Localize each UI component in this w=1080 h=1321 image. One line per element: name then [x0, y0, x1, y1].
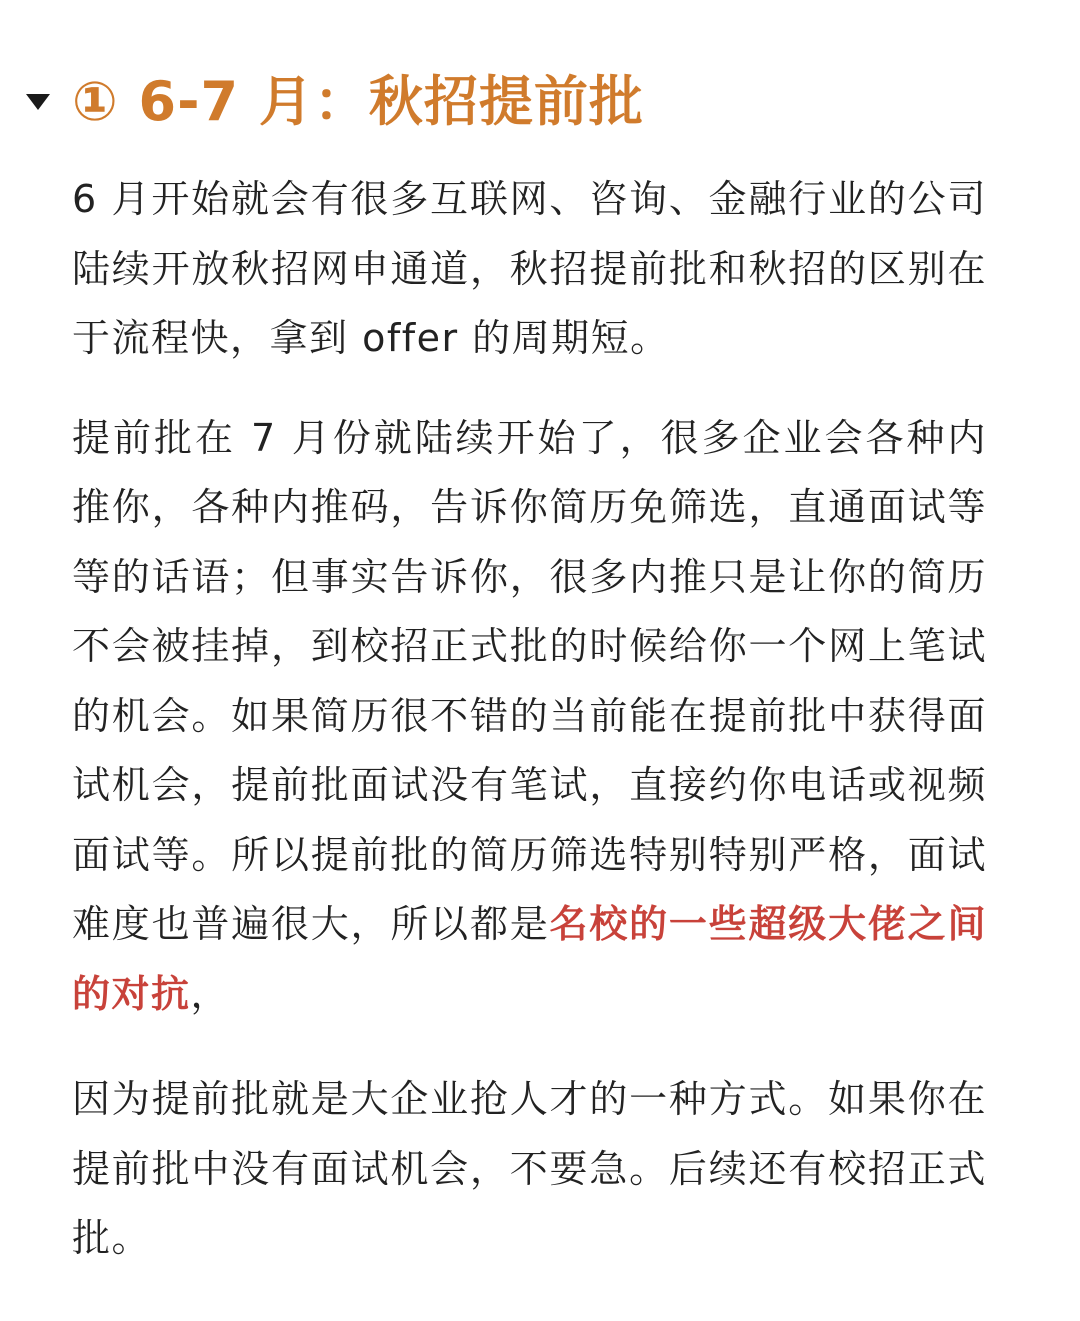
- section-heading-row[interactable]: [24, 62, 644, 142]
- section-title: ① 6-7 月：秋招提前批: [72, 70, 644, 133]
- triangle-down-icon[interactable]: [24, 88, 52, 116]
- paragraph-1: 6 月开始就会有很多互联网、咨询、金融行业的公司陆续开放秋招网申通道，秋招提前批和秋招的区别在于流程快，拿到 offer 的周期短。: [72, 177, 987, 360]
- paragraph-2-text: 提前批在 7 月份就陆续开始了，很多企业会各种内推你，各种内推码，告诉你简历免筛选，直通面试等等的话语；但事实告诉你，很多内推只是让你的简历不会被挂掉，到校招正式批的时候给你一个网上笔试的机会。如果简历很不错的当前能在提前批中获得面试机会，提前批面试没有笔试，直接约你电话或视频面试等。所以提前批的简历筛选特别特别严格，面试难度也普遍很大，所以都是: [72, 415, 987, 946]
- paragraph-2-end: ，: [190, 971, 231, 1016]
- paragraph-3: 因为提前批就是大企业抢人才的一种方式。如果你在提前批中没有面试机会，不要急。后续还有校招正式批。: [72, 1077, 987, 1260]
- highlighted-text: 名校的一些超级大佬之间的对抗: [72, 902, 987, 1016]
- paragraph-2: [72, 404, 987, 1030]
- section-content: [72, 165, 987, 1298]
